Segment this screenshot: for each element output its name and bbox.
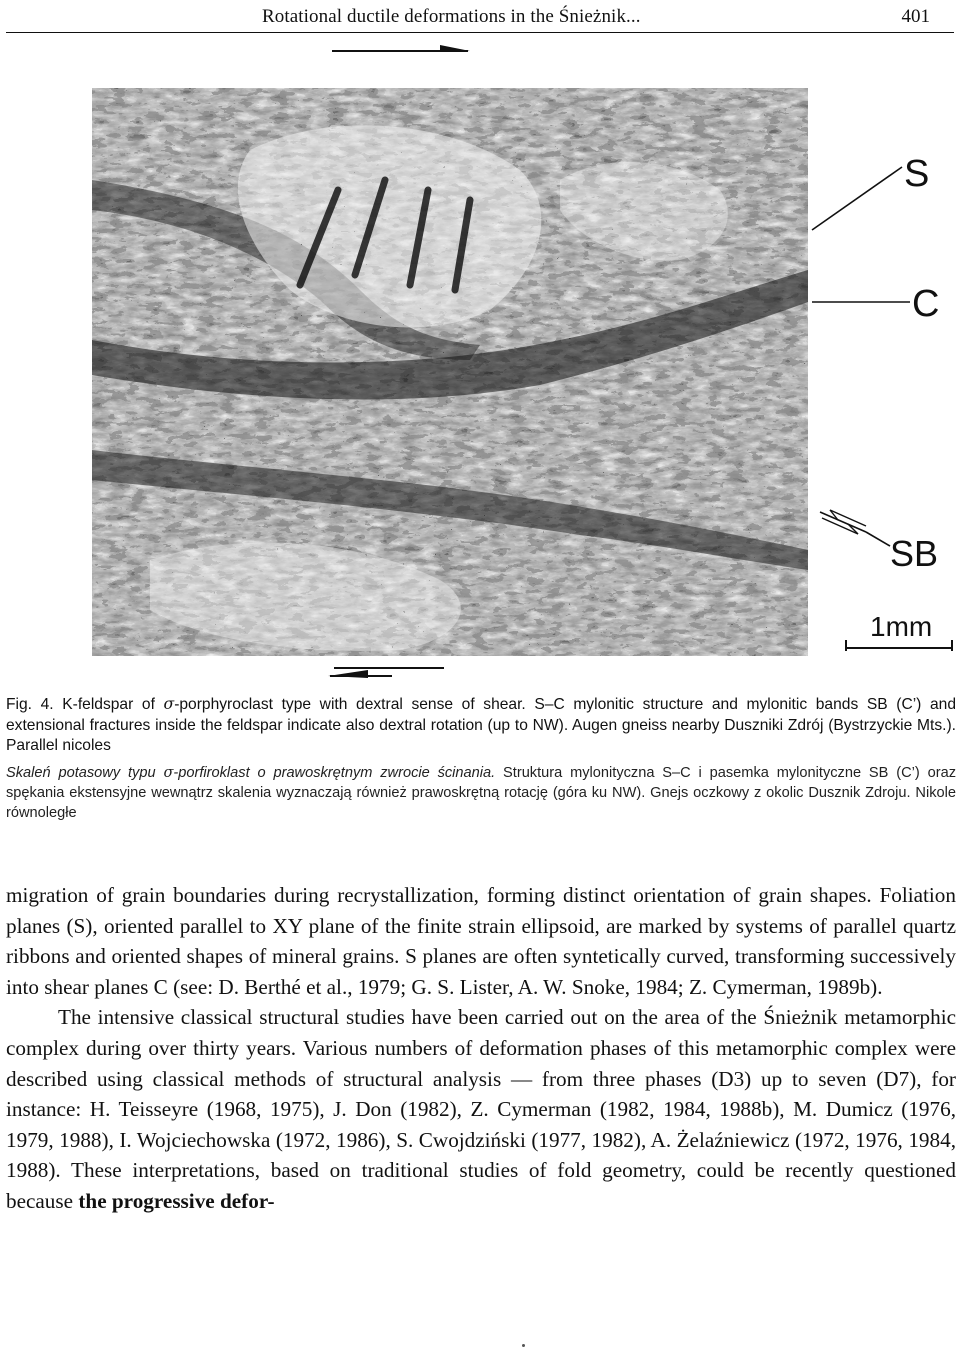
label-sb-group	[820, 510, 938, 574]
label-c-group	[812, 283, 939, 325]
scale-bar	[846, 611, 952, 651]
label-s: S	[904, 153, 930, 195]
caption-english	[6, 694, 956, 757]
label-c: C	[912, 283, 940, 325]
caption-en-lead: Fig. 4. K-feldspar of	[6, 696, 164, 713]
bottom-shear-arrow	[328, 668, 444, 678]
paragraph-1: migration of grain boundaries during recrystallization, forming distinct orientation of grain shapes. Foliation planes (S), oriented parallel to XY plane of the finite strain ellipsoid, are marked by systems of parallel quartz ribbons and oriented shapes of mineral grains. S planes are often syntetically curved, transforming successively into shear planes C (see: D. Berthé et al., 1979; G. S. Lister, A. W. Snoke, 1984; Z. Cymerman, 1989b).	[6, 883, 956, 999]
caption-pl-text: Struktura mylonityczna S–C i pasemka mylonityczne SB (C’) oraz spękania ekstensyjne wewnątrz skalenia wyznaczają również prawoskrętną rotację (góra ku NW). Gnejs oczkowy z okolic Dusznik Zdroju. Nikole równoległe	[6, 764, 956, 821]
caption-en-sigma: σ	[163, 695, 175, 713]
page-number: 401	[901, 6, 930, 27]
label-sb: SB	[890, 533, 939, 574]
scale-bar-label: 1mm	[870, 611, 933, 642]
page-dot	[522, 1344, 525, 1347]
photomicrograph	[92, 88, 808, 656]
caption-pl-sigma: σ	[163, 763, 174, 781]
figure-caption	[6, 694, 956, 823]
caption-pl-italic: -porfiroklast o prawoskrętnym zwrocie ścinania.	[173, 764, 496, 781]
label-s-group	[812, 153, 929, 230]
micrograph-figure	[0, 40, 960, 680]
top-shear-arrow	[332, 45, 470, 52]
caption-pl-lead: Skaleń potasowy typu	[6, 764, 164, 781]
paragraph-2-text: The intensive classical structural studies have been carried out on the area of the Śnieżnik metamorphic complex during over thirty years. Various numbers of deformation phases of this metamorphic complex were described using classical methods of structural analysis — from three phases (D3) up to seven (D7), for instance: H. Teisseyre (1968, 1975), J. Don (1982), Z. Cymerman (1982, 1984, 1988b), M. Dumicz (1976, 1979, 1988), I. Wojciechowska (1972, 1986), S. Cwojdziński (1977, 1982), A. Żelaźniewicz (1972, 1976, 1984, 1988). These interpretations, based on traditional studies of fold geometry, could be recently questioned because	[6, 1005, 956, 1213]
paragraph-2-bold: the progressive defor-	[78, 1188, 275, 1213]
running-title: Rotational ductile deformations in the Śnieżnik...	[262, 6, 641, 27]
caption-polish	[6, 763, 956, 823]
header-rule	[6, 32, 954, 33]
body-text	[6, 880, 956, 1217]
running-head	[0, 4, 960, 32]
micrograph-svg	[0, 40, 960, 680]
caption-en-text: -porphyroclast type with dextral sense of shear. S–C mylonitic structure and mylonitic bands SB (C’) and extensional fractures inside the feldspar indicate also dextral rotation (up to NW). Augen gneiss nearby Duszniki Zdrój (Bystrzyckie Mts.). Parallel nicoles	[6, 696, 957, 754]
paragraph-2	[6, 1002, 956, 1216]
